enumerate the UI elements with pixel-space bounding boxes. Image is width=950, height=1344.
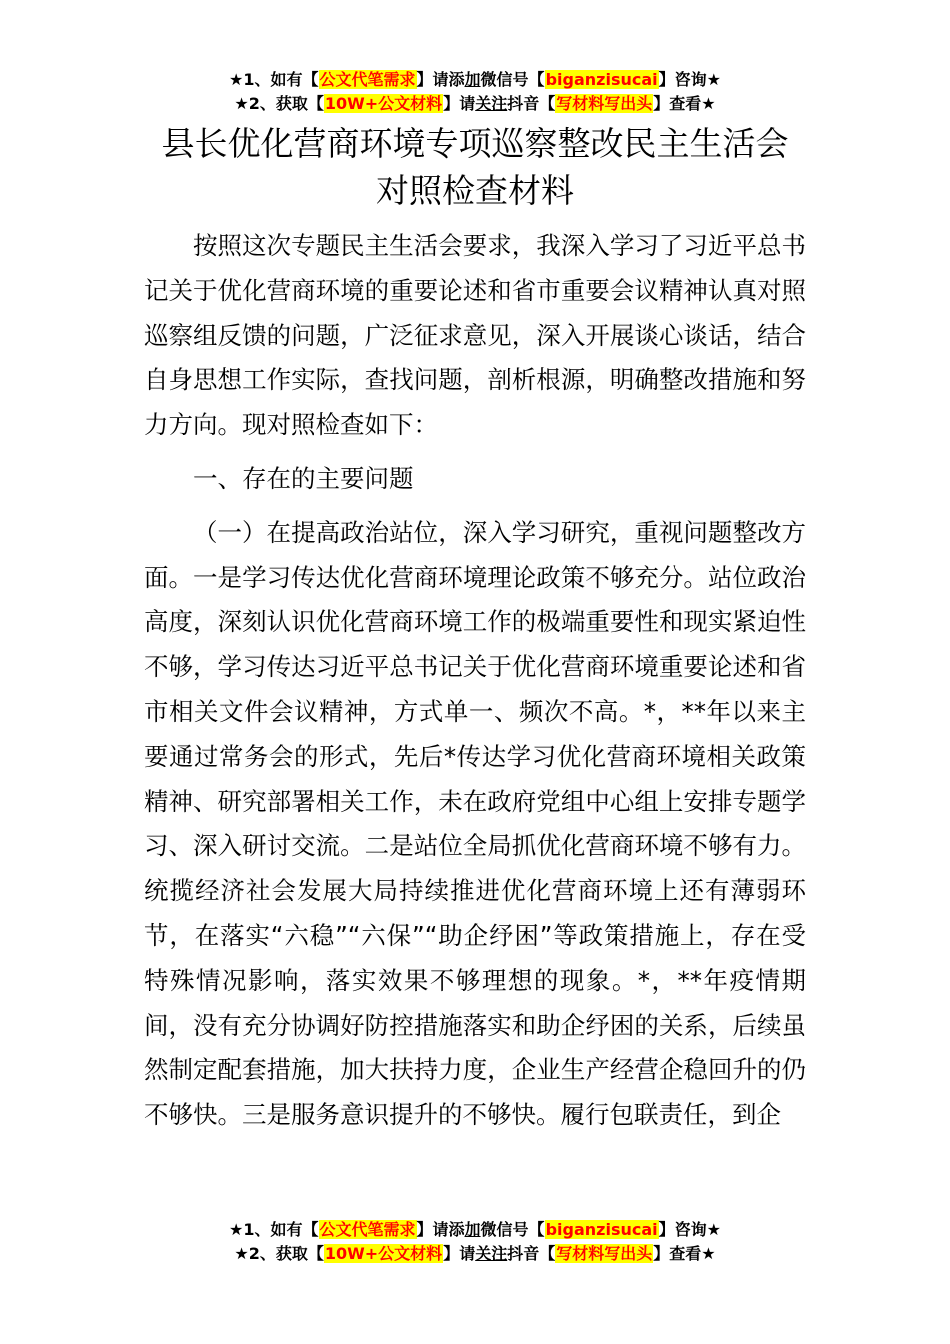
promo-text: 抖音【 (507, 1244, 556, 1263)
title-line-1: 县长优化营商环境专项巡察整改民主生活会 (161, 124, 789, 163)
promo-text: 】请 (443, 1244, 476, 1263)
title-line-2: 对照检查材料 (376, 171, 574, 210)
document-title (0, 120, 950, 214)
promo-underlined: 关注 (475, 1244, 508, 1263)
promo-underlined: 加 (464, 1220, 481, 1239)
promo-text: ★1、如有【 (229, 1220, 319, 1239)
promo-text: 微信号【 (480, 1220, 545, 1239)
promo-text: 】咨询★ (658, 70, 721, 89)
promo-text: 微信号【 (480, 70, 545, 89)
promo-line-1 (0, 1218, 950, 1242)
promo-text: 】查看★ (653, 1244, 716, 1263)
intro-paragraph: 按照这次专题民主生活会要求，我深入学习了习近平总书记关于优化营商环境的重要论述和省市重要会议精神认真对照巡察组反馈的问题，广泛征求意见，深入开展谈心谈话，结合自身思想工作实际，查找问题，剖析根源，明确整改措施和努力方向。现对照检查如下： (144, 231, 806, 440)
body-paragraph: （一）在提高政治站位，深入学习研究，重视问题整改方面。一是学习传达优化营商环境理论政策不够充分。站位政治高度，深刻认识优化营商环境工作的极端重要性和现实紧迫性不够，学习传达习近平总书记关于优化营商环境重要论述和省市相关文件会议精神，方式单一、频次不高。*，**年以来主要通过常务会的形式，先后*传达学习优化营商环境相关政策精神、研究部署相关工作，未在政府党组中心组上安排专题学习、深入研讨交流。二是站位全局抓优化营商环境不够有力。统揽经济社会发展大局持续推进优化营商环境上还有薄弱环节，在落实“六稳”“六保”“助企纾困”等政策措施上，存在受特殊情况影响，落实效果不够理想的现象。*，**年疫情期间，没有充分协调好防控措施落实和助企纾困的关系，后续虽然制定配套措施，加大扶持力度，企业生产经营企稳回升的仍不够快。三是服务意识提升的不够快。履行包联责任，到企 (144, 517, 806, 1130)
promo-underlined: 关注 (475, 94, 508, 113)
promo-highlight-douyin: 写材料写出头 (556, 1244, 653, 1263)
promo-banner-bottom (0, 1218, 950, 1266)
promo-text: ★2、获取【 (234, 94, 324, 113)
promo-highlight-wechat-id: biganzisucai (545, 70, 658, 89)
document-body (144, 224, 806, 1138)
promo-text: 抖音【 (507, 94, 556, 113)
promo-underlined: 加 (464, 70, 481, 89)
promo-line-2 (0, 92, 950, 116)
promo-highlight: 10W+公文材料 (324, 1244, 443, 1263)
promo-highlight-wechat-id: biganzisucai (545, 1220, 658, 1239)
promo-text: ★2、获取【 (234, 1244, 324, 1263)
promo-text: 】查看★ (653, 94, 716, 113)
promo-highlight: 公文代笔需求 (319, 1220, 416, 1239)
promo-highlight-douyin: 写材料写出头 (556, 94, 653, 113)
promo-text: 】请添 (416, 70, 465, 89)
promo-line-2 (0, 1242, 950, 1266)
promo-text: ★1、如有【 (229, 70, 319, 89)
section-heading: 一、存在的主要问题 (193, 463, 414, 493)
promo-text: 】咨询★ (658, 1220, 721, 1239)
promo-banner-top (0, 68, 950, 116)
promo-highlight: 公文代笔需求 (319, 70, 416, 89)
promo-text: 】请添 (416, 1220, 465, 1239)
promo-line-1 (0, 68, 950, 92)
promo-text: 】请 (443, 94, 476, 113)
promo-highlight: 10W+公文材料 (324, 94, 443, 113)
